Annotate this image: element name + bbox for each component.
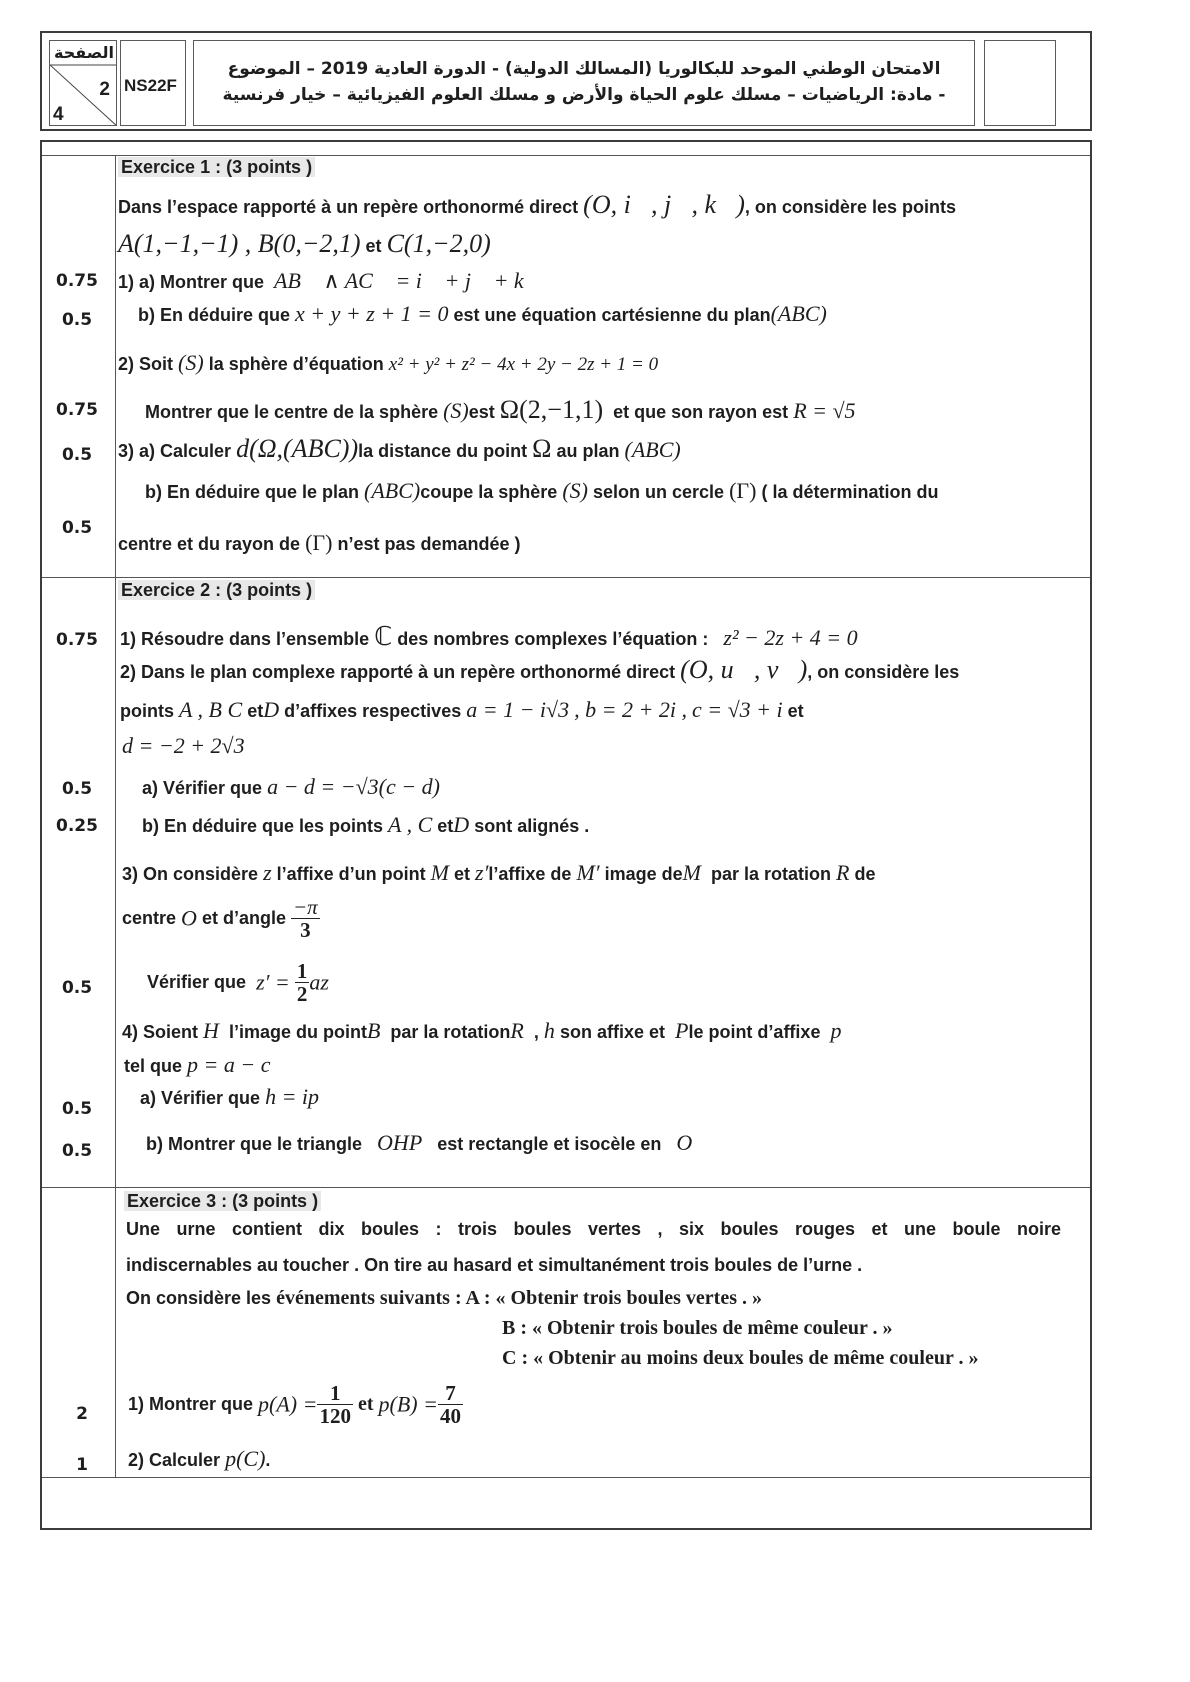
ex2-ex3-divider bbox=[42, 1187, 1090, 1188]
ex2-q4-line2 bbox=[124, 1052, 271, 1078]
ex2-d: D bbox=[263, 697, 280, 722]
exercise1-points bbox=[118, 229, 491, 259]
ex1-q2 bbox=[118, 350, 658, 376]
ex2-et: et bbox=[247, 701, 264, 721]
pa-fraction bbox=[317, 1382, 353, 1427]
ex2-q3-line2 bbox=[122, 896, 320, 941]
ex2-score-q3: 0.5 bbox=[61, 978, 93, 998]
ex2-q3-o: O bbox=[181, 905, 197, 931]
ex2-q4-label: 4) Soient bbox=[122, 1022, 199, 1042]
points-et: et bbox=[365, 236, 382, 256]
ex2-q4-comma: , bbox=[533, 1022, 539, 1042]
ex2-q2b-end: sont alignés . bbox=[474, 816, 590, 836]
q3a-omega: Ω bbox=[532, 434, 552, 463]
ex2-points: A , B C bbox=[179, 697, 243, 722]
ex1-q1a bbox=[118, 268, 541, 294]
half-fraction bbox=[295, 960, 310, 1005]
q3a-math: d(Ω,(ABC)) bbox=[236, 434, 359, 463]
pa-den: 120 bbox=[319, 1404, 351, 1428]
ex2-q4-pp: p bbox=[830, 1018, 842, 1043]
ex2-q4b-o: O bbox=[676, 1130, 693, 1155]
exercise1-intro bbox=[118, 190, 956, 220]
ex3-q1-et: et bbox=[357, 1393, 374, 1415]
exercise2-title-text: Exercice 2 : (3 points ) bbox=[118, 580, 315, 600]
ex2-q4a-label: a) Vérifier que bbox=[140, 1088, 261, 1108]
q1a-label: 1) a) Montrer que bbox=[118, 272, 265, 292]
q2-mid: la sphère d’équation bbox=[208, 354, 384, 374]
q3b-mid: coupe la sphère bbox=[420, 482, 558, 502]
ex2-q1-label: 1) Résoudre dans l’ensemble bbox=[120, 629, 370, 649]
ex1-q1b bbox=[138, 301, 827, 327]
q3b-mid2: selon un cercle bbox=[593, 482, 725, 502]
blank-box bbox=[984, 40, 1056, 126]
ex2-q3-angle: et d’angle bbox=[201, 908, 286, 928]
ex2-q2b-d: D bbox=[453, 812, 470, 837]
exam-code: NS22F bbox=[124, 76, 177, 95]
half-den: 2 bbox=[296, 982, 308, 1006]
ex2-q3-mprime: M′ bbox=[576, 860, 600, 885]
ex2-q1 bbox=[120, 622, 858, 652]
ex3-q1-label: 1) Montrer que bbox=[128, 1394, 254, 1414]
ex2-q3-label: 3) On considère bbox=[122, 864, 259, 884]
q2-equation: x² + y² + z² − 4x + 2y − 2z + 1 = 0 bbox=[388, 354, 659, 375]
ex2-q2b-label: b) En déduire que les points bbox=[142, 816, 384, 836]
ex3-score-q1: 2 bbox=[76, 1404, 88, 1424]
ex2-q4b-label: b) Montrer que le triangle bbox=[146, 1134, 363, 1154]
q2b-center: Ω(2,−1,1) bbox=[499, 395, 604, 424]
ex2-q3v-lhs: z′ = bbox=[256, 969, 290, 995]
ex3-q2-end: . bbox=[265, 1450, 271, 1470]
ex2-q3-z: z bbox=[263, 860, 272, 885]
ex2-q2b-et: et bbox=[437, 816, 454, 836]
ex2-q1-equation: z² − 2z + 4 = 0 bbox=[723, 625, 858, 650]
q2b-sphere: (S) bbox=[443, 398, 469, 423]
ex2-q4-h: H bbox=[203, 1018, 219, 1043]
ex2-q4-mid4: le point d’affixe bbox=[688, 1022, 821, 1042]
ex2-points-label: points bbox=[120, 701, 174, 721]
ex2-q3v-rhs: az bbox=[309, 969, 329, 995]
q3b-sphere: (S) bbox=[562, 478, 588, 503]
q1b-plane: (ABC) bbox=[770, 301, 827, 326]
ex2-et2: et bbox=[787, 701, 804, 721]
page-current: 2 bbox=[99, 79, 110, 100]
ex2-q3-mid4: par la rotation bbox=[710, 864, 831, 884]
ex3-q2 bbox=[128, 1446, 270, 1472]
q3a-mid: la distance du point bbox=[358, 441, 528, 461]
ex2-q2b bbox=[142, 812, 589, 838]
ex1-score-q3b: 0.5 bbox=[61, 518, 93, 538]
ex3-score-q2: 1 bbox=[76, 1455, 88, 1475]
q3a-label: 3) a) Calculer bbox=[118, 441, 232, 461]
ex2-q2b-points: A , C bbox=[388, 812, 433, 837]
ex2-q3-mid: l’affixe d’un point bbox=[276, 864, 426, 884]
ex1-ex2-divider bbox=[42, 577, 1090, 578]
body-top-rule bbox=[42, 155, 1090, 156]
ex2-q4b bbox=[146, 1130, 692, 1156]
ex1-q3a bbox=[118, 434, 681, 464]
ex2-score-q2a: 0.5 bbox=[61, 779, 93, 799]
ex3-line3-label: On considère les bbox=[126, 1288, 272, 1308]
angle-den: 3 bbox=[300, 918, 311, 942]
pb-num: 7 bbox=[438, 1382, 463, 1405]
affix-b: , b = 2 + 2i , bbox=[574, 697, 687, 722]
ex2-q2a-math: a − d = −√3(c − d) bbox=[267, 774, 440, 799]
ex2-frame: (O, u⃗, v⃗) bbox=[680, 655, 808, 684]
ex2-q2a-label: a) Vérifier que bbox=[142, 778, 263, 798]
q3b-plane: (ABC) bbox=[364, 478, 421, 503]
q3b-end: ( la détermination du bbox=[761, 482, 939, 502]
ex1-score-q3a: 0.5 bbox=[61, 445, 93, 465]
ex1-score-q1b: 0.5 bbox=[61, 310, 93, 330]
ex2-q4-p: P bbox=[674, 1018, 689, 1043]
angle-fraction bbox=[291, 896, 320, 941]
pb-den: 40 bbox=[439, 1404, 461, 1428]
ex2-q4 bbox=[122, 1018, 841, 1044]
event-a: événements suivants : A : « Obtenir trois boules vertes . » bbox=[276, 1287, 762, 1309]
exercise1-title-text: Exercice 1 : (3 points ) bbox=[118, 157, 315, 177]
ex1-q3b-line2 bbox=[118, 530, 521, 556]
ex2-q2-end: , on considère les bbox=[807, 662, 960, 682]
ex2-q3-de: de bbox=[854, 864, 876, 884]
q3b-gamma: (Γ) bbox=[729, 478, 757, 503]
ex3-pb: p(B) = bbox=[378, 1391, 438, 1417]
intro-end: , on considère les points bbox=[744, 197, 956, 217]
ex2-q3-verify bbox=[147, 960, 329, 1005]
ex1-q3b bbox=[145, 478, 938, 504]
ex2-q4b-math: OHP bbox=[377, 1130, 423, 1155]
q1b-label: b) En déduire que bbox=[138, 305, 291, 325]
q2b-est: est bbox=[468, 402, 495, 422]
half-num: 1 bbox=[296, 959, 308, 983]
ex2-q1-mid: des nombres complexes l’équation : bbox=[397, 629, 709, 649]
ex2-score-q4a: 0.5 bbox=[61, 1099, 93, 1119]
ex2-score-q4b: 0.5 bbox=[61, 1141, 93, 1161]
ex2-q3-m: M bbox=[430, 860, 449, 885]
affix-c: c = √3 + i bbox=[691, 697, 783, 722]
q1b-end: est une équation cartésienne du plan bbox=[453, 305, 771, 325]
ex3-line1: Une urne contient dix boules : trois boules vertes , six boules rouges et une boule noire bbox=[126, 1219, 1061, 1239]
ex2-q4-mid: l’image du point bbox=[228, 1022, 367, 1042]
frame-math: (O, i⃗, j⃗, k⃗) bbox=[583, 190, 745, 219]
ex1-q2b bbox=[145, 395, 856, 425]
ex2-q4-mid2: par la rotation bbox=[390, 1022, 511, 1042]
ex2-q4-r: R bbox=[510, 1018, 524, 1043]
points-ab: A(1,−1,−1) , B(0,−2,1) bbox=[118, 229, 361, 258]
ex2-q3-mid3: image de bbox=[604, 864, 683, 884]
exam-title-line1: الامتحان الوطني الموحد للبكالوريا (المسالك الدولية) - الدورة العادية 2019 – الموضوع bbox=[227, 59, 941, 79]
ex2-q2 bbox=[120, 655, 959, 685]
q3a-au: au plan bbox=[556, 441, 620, 461]
ex2-q3-r: R bbox=[836, 860, 850, 885]
ex2-score-q2b: 0.25 bbox=[56, 816, 98, 836]
exam-title-box bbox=[193, 40, 975, 126]
ex2-q3-et: et bbox=[454, 864, 471, 884]
q2b-label: Montrer que le centre de la sphère bbox=[145, 402, 439, 422]
exercise2-title bbox=[118, 580, 315, 601]
q2b-radius: R = √5 bbox=[793, 398, 856, 423]
ex1-score-q1a: 0.75 bbox=[56, 271, 98, 291]
ex3-line3 bbox=[126, 1287, 762, 1310]
ex2-q3v-label: Vérifier que bbox=[147, 972, 247, 992]
ex3-q2-label: 2) Calculer bbox=[128, 1450, 221, 1470]
q3b-line2-text: centre et du rayon de bbox=[118, 534, 301, 554]
ex3-q1 bbox=[128, 1382, 463, 1427]
point-c: C(1,−2,0) bbox=[386, 229, 491, 258]
ex2-q2a bbox=[142, 774, 440, 800]
ex2-q2-line2 bbox=[120, 697, 804, 723]
ex2-q3-centre: centre bbox=[122, 908, 177, 928]
q1a-math: AB⃗ ∧ AC⃗ = i⃗ + j⃗ + k⃗ bbox=[274, 268, 541, 293]
exam-code-box bbox=[120, 40, 186, 126]
ex2-q4-b: B bbox=[366, 1018, 381, 1043]
q1b-math: x + y + z + 1 = 0 bbox=[295, 301, 449, 326]
pa-num: 1 bbox=[317, 1382, 353, 1405]
ex2-q2-label: 2) Dans le plan complexe rapporté à un repère orthonormé direct bbox=[120, 662, 676, 682]
ex2-q4a-math: h = ip bbox=[265, 1084, 320, 1109]
page-number-box bbox=[49, 40, 117, 126]
q3b-line2-end: n’est pas demandée ) bbox=[337, 534, 521, 554]
exam-title-line2: - مادة: الرياضيات – مسلك علوم الحياة والأرض و مسلك العلوم الفيزيائية – خيار فرنسية bbox=[222, 85, 946, 105]
q2b-mid: et que son rayon est bbox=[613, 402, 789, 422]
event-c: C : « Obtenir au moins deux boules de même couleur . » bbox=[502, 1347, 979, 1369]
page-label: الصفحة bbox=[53, 43, 114, 62]
ex2-score-q1: 0.75 bbox=[56, 630, 98, 650]
ex2-q4b-mid: est rectangle et isocèle en bbox=[437, 1134, 662, 1154]
ex2-q4-p-def: p = a − c bbox=[187, 1052, 271, 1077]
ex2-q4-hh: h bbox=[543, 1018, 555, 1043]
ex2-affixes: d’affixes respectives bbox=[284, 701, 462, 721]
ex2-q4a bbox=[140, 1084, 319, 1110]
event-b: B : « Obtenir trois boules de même couleur . » bbox=[502, 1317, 893, 1339]
q2-sphere: (S) bbox=[178, 350, 204, 375]
ex2-q4-mid3: son affixe et bbox=[559, 1022, 665, 1042]
exercise1-title bbox=[118, 157, 315, 178]
ex2-q3-mid2: l’affixe de bbox=[488, 864, 572, 884]
page-total: 4 bbox=[53, 104, 64, 125]
intro-text: Dans l’espace rapporté à un repère orthonormé direct bbox=[118, 197, 579, 217]
pb-fraction bbox=[438, 1382, 463, 1427]
q2-label: 2) Soit bbox=[118, 354, 174, 374]
affix-d: d = −2 + 2√3 bbox=[122, 733, 245, 758]
exercise3-title bbox=[124, 1191, 321, 1212]
ex3-pa: p(A) = bbox=[258, 1391, 318, 1417]
ex3-bottom-rule bbox=[42, 1477, 1090, 1478]
ex1-score-q2: 0.75 bbox=[56, 400, 98, 420]
ex3-pc: p(C) bbox=[225, 1446, 266, 1471]
ex2-q4-telque: tel que bbox=[124, 1056, 183, 1076]
q3b-label: b) En déduire que le plan bbox=[145, 482, 360, 502]
score-column-divider bbox=[115, 155, 116, 1478]
ex3-line2: indiscernables au toucher . On tire au hasard et simultanément trois boules de l’urne . bbox=[126, 1255, 863, 1275]
complex-set: ℂ bbox=[374, 622, 393, 651]
ex2-affix-d bbox=[122, 733, 245, 759]
angle-num: −π bbox=[292, 895, 318, 919]
q3b-gamma2: (Γ) bbox=[305, 530, 333, 555]
ex2-q3-m2: M bbox=[682, 860, 701, 885]
ex2-q3 bbox=[122, 860, 876, 886]
affix-a: a = 1 − i√3 bbox=[466, 697, 570, 722]
exercise3-title-text: Exercice 3 : (3 points ) bbox=[124, 1191, 321, 1211]
q3a-plane: (ABC) bbox=[624, 437, 681, 462]
ex2-q3-zprime: z′ bbox=[475, 860, 489, 885]
